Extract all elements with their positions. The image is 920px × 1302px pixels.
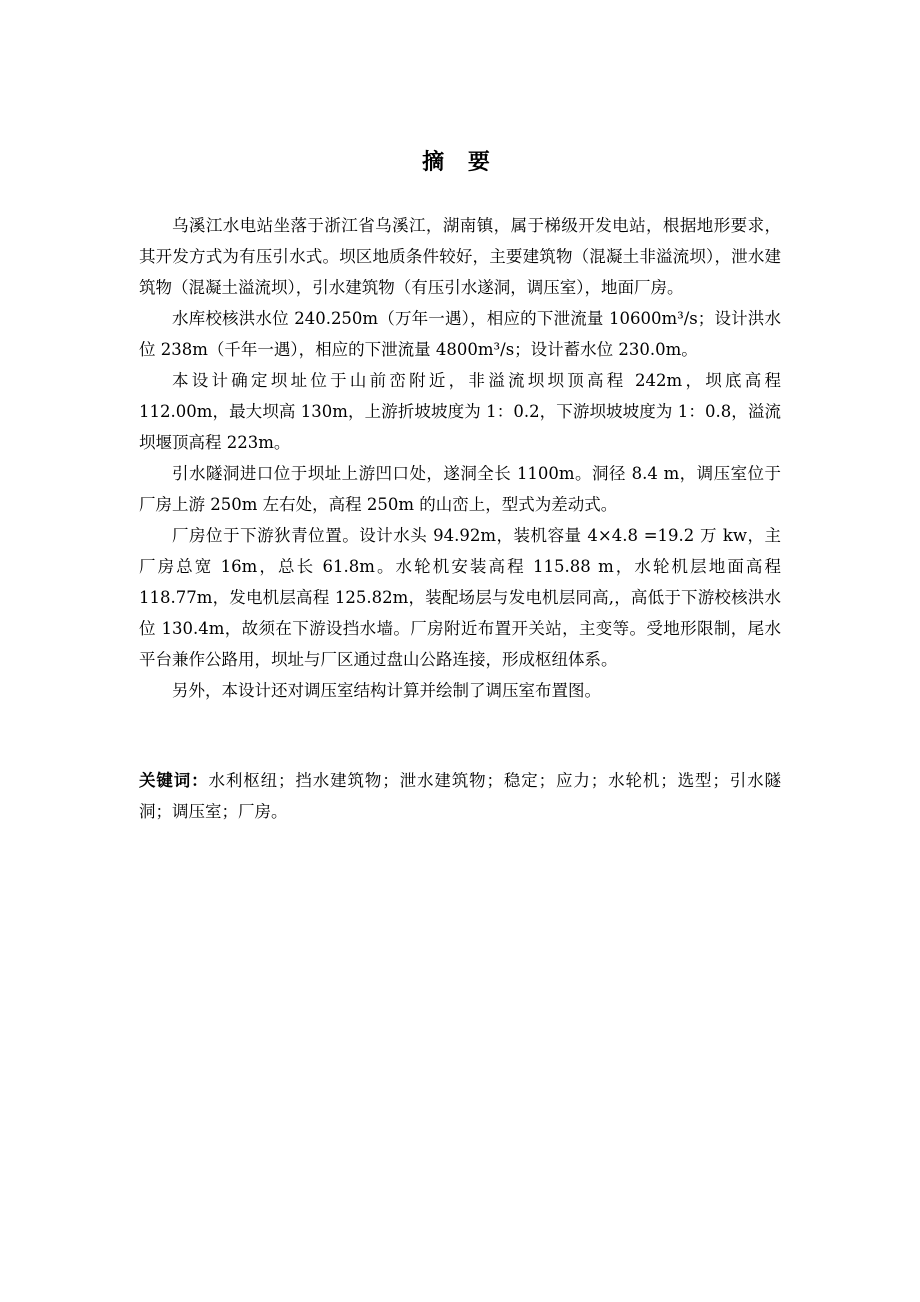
abstract-body [139,210,781,706]
abstract-paragraph-3: 本设计确定坝址位于山前峦附近，非溢流坝坝顶高程 242m，坝底高程 112.00m，最大坝高 130m，上游折坡坡度为 1：0.2，下游坝坡坡度为 1：0.8，溢流坝堰顶高程 223m。 [139,371,781,452]
abstract-paragraph-5: 厂房位于下游狄青位置。设计水头 94.92m，装机容量 4×4.8 =19.2 万 kw，主厂房总宽 16m，总长 61.8m。水轮机安装高程 115.88 m，水轮机层地面高程 118.77m，发电机层高程 125.82m，装配场层与发电机层同高,，高低于下游校核洪水位 130.4m，故须在下游设挡水墙。厂房附近布置开关站，主变等。受地形限制，尾水平台兼作公路用，坝址与厂区通过盘山公路连接，形成枢纽体系。 [139,526,781,669]
keywords-text: 水利枢纽；挡水建筑物；泄水建筑物；稳定；应力；水轮机；选型；引水隧洞；调压室；厂房。 [139,771,781,821]
abstract-paragraph-4: 引水隧洞进口位于坝址上游凹口处，遂洞全长 1100m。洞径 8.4 m，调压室位于厂房上游 250m 左右处，高程 250m 的山峦上，型式为差动式。 [139,464,781,514]
abstract-paragraph-1: 乌溪江水电站坐落于浙江省乌溪江，湖南镇，属于梯级开发电站，根据地形要求，其开发方式为有压引水式。坝区地质条件较好，主要建筑物（混凝土非溢流坝），泄水建筑物（混凝土溢流坝），引水建筑物（有压引水遂洞，调压室），地面厂房。 [139,216,781,297]
abstract-paragraph-2: 水库校核洪水位 240.250m（万年一遇），相应的下泄流量 10600m³/s；设计洪水位 238m（千年一遇），相应的下泄流量 4800m³/s；设计蓄水位 230.0m。 [139,309,781,359]
keywords-label: 关键词： [139,771,209,790]
page-title: 摘 要 [422,150,498,175]
keywords-line [139,765,781,827]
abstract-paragraph-6: 另外，本设计还对调压室结构计算并绘制了调压室布置图。 [172,681,601,700]
